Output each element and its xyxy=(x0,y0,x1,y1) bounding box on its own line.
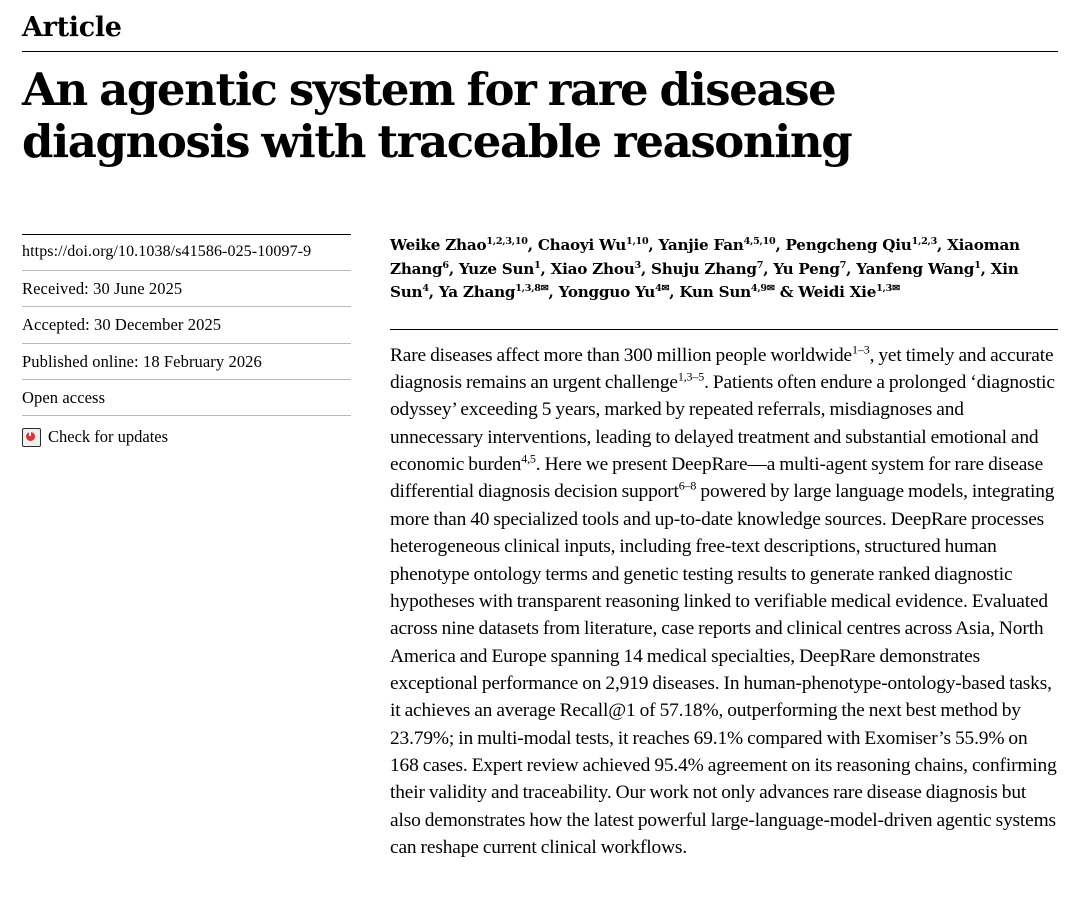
abstract-segment: . Patients often endure a prolonged ‘diagnostic odyssey’ exceeding 5 years, marked by repeated referrals, misdiagnoses and unnecessary interventions, leading to delayed treatment and substantial emotional and economic burden xyxy=(390,371,1055,476)
published-date: Published online: 18 February 2026 xyxy=(22,344,351,380)
corresponding-author-envelope-icon[interactable]: ✉ xyxy=(540,283,549,294)
author-affiliation-marker: 1 xyxy=(974,259,981,271)
doi-link[interactable]: https://doi.org/10.1038/s41586-025-10097-9 xyxy=(22,234,351,271)
author-list: Weike Zhao$^{1,2,3,10}$, Chaoyi Wu$^{1,10}$, Yanjie Fan$^{4,5,10}$, Pengcheng Qiu$^{1,2,3}$, Xiaoman Zhang$^6$, Yuze Sun$^1$, Xiao Zhou$^3$, Shuju Zhang$^7$, Yu Peng$^7$, Yanfeng Wang$^1$, Xin Sun$^4$, Ya Zhang$^{1,3,8✉}$, Yongguo $Yu^{4✉}$, Kun Sun$^{4,9✉}$ & Weidi Xie$^{1,3✉}$ xyxy=(390,235,1020,302)
abstract-segment: , yet timely and accurate diagnosis remains an urgent challenge xyxy=(390,344,1054,393)
author-affiliation-marker: 4,9 xyxy=(750,283,767,294)
author-name[interactable]: & Weidi Xie xyxy=(779,283,877,302)
author-name[interactable]: Shuju Zhang xyxy=(651,259,757,278)
author-affiliation-marker: 1 xyxy=(534,259,541,271)
corresponding-author-envelope-icon[interactable]: ✉ xyxy=(892,283,900,294)
citation-reference[interactable]: 6–8 xyxy=(678,478,697,493)
author-name[interactable]: Chaoyi Wu xyxy=(537,235,627,254)
publication-metadata xyxy=(22,234,367,862)
check-for-updates-icon xyxy=(22,428,41,447)
abstract-segment: Rare diseases affect more than 300 million people worldwide xyxy=(390,344,852,366)
author-name[interactable]: Xiaoman Zhang xyxy=(390,235,1020,278)
author-affiliation-marker: 1,2,3 xyxy=(911,235,938,247)
author-affiliation-marker: 1,3 xyxy=(876,283,893,294)
author-affiliation-marker: 4 xyxy=(422,283,429,294)
check-for-updates-label: Check for updates xyxy=(48,427,169,447)
author-affiliation-marker: 6 xyxy=(442,259,449,271)
citation-reference[interactable]: 1,3–5 xyxy=(677,369,705,384)
author-affiliation-marker: 1,3,8 xyxy=(515,283,541,294)
citation-reference[interactable]: 4,5 xyxy=(521,451,536,466)
author-affiliation-marker: 7 xyxy=(756,259,764,271)
abstract-segment: . Here we present DeepRare—a multi-agent system for rare disease differential diagnosis decision support xyxy=(390,454,1044,503)
received-date: Received: 30 June 2025 xyxy=(22,271,351,307)
author-name[interactable]: Xiao Zhou xyxy=(550,259,635,278)
accepted-date: Accepted: 30 December 2025 xyxy=(22,307,351,343)
authors-and-abstract xyxy=(367,234,1058,862)
author-affiliation-marker: 3 xyxy=(634,259,641,271)
author-affiliation-marker: 1,10 xyxy=(626,235,649,247)
check-for-updates-button[interactable] xyxy=(22,416,351,447)
citation-reference[interactable]: 1–3 xyxy=(852,342,870,357)
author-name[interactable]: Pengcheng Qiu xyxy=(785,235,912,254)
divider-above-abstract xyxy=(390,329,1058,330)
abstract-segment: powered by large language models, integrating more than 40 specialized tools and up-to-date knowledge sources. DeepRare processes heterogeneous clinical inputs, including free-text descriptions, structured human phenotype ontology terms and genetic testing results to generate ranked diagnostic hypotheses with transparent reasoning linked to verifiable medical evidence. Evaluated across nine datasets from literature, case reports and clinical centres across Asia, North America and Europe spanning 14 medical specialties, DeepRare demonstrates exceptional performance on 2,919 diseases. In human-phenotype-ontology-based tasks, it achieves an average Recall@1 of 57.18%, outperforming the next best method by 23.79%; in multi-modal tests, it reaches 69.1% compared with Exomiser’s 55.9% on 168 cases. Expert review achieved 95.4% agreement on its reasoning chains, confirming their validity and traceability. Our work not only advances rare disease diagnosis but also demonstrates how the latest powerful large-language-model-driven agentic systems can reshape current clinical workflows. xyxy=(390,481,1057,859)
author-name[interactable]: Yanfeng Wang xyxy=(856,259,975,278)
corresponding-author-envelope-icon[interactable]: ✉ xyxy=(661,283,670,294)
author-name[interactable]: Yongguo Yu xyxy=(558,283,656,302)
author-affiliation-marker: 4 xyxy=(655,283,662,294)
page-title: An agentic system for rare disease diagnosis with traceable reasoning xyxy=(22,63,852,168)
author-name[interactable]: Ya Zhang xyxy=(438,283,516,302)
meta-and-abstract-columns xyxy=(22,234,1058,862)
corresponding-author-envelope-icon[interactable]: ✉ xyxy=(766,283,775,294)
author-name[interactable]: Yanjie Fan xyxy=(658,235,744,254)
author-name[interactable]: Weike Zhao xyxy=(390,235,487,254)
author-name[interactable]: Xin Sun xyxy=(390,259,1019,302)
author-name[interactable]: Yuze Sun xyxy=(458,259,535,278)
author-name[interactable]: Yu Peng xyxy=(773,259,840,278)
divider-under-article-type xyxy=(22,51,1058,52)
author-affiliation-marker: 4,5,10 xyxy=(743,235,776,247)
author-name[interactable]: Kun Sun xyxy=(679,283,751,302)
article-type-label: Article xyxy=(22,12,122,43)
author-affiliation-marker: 7 xyxy=(839,259,847,271)
author-affiliation-marker: 1,2,3,10 xyxy=(486,235,528,247)
abstract-text xyxy=(390,342,1058,862)
open-access-label: Open access xyxy=(22,380,351,416)
